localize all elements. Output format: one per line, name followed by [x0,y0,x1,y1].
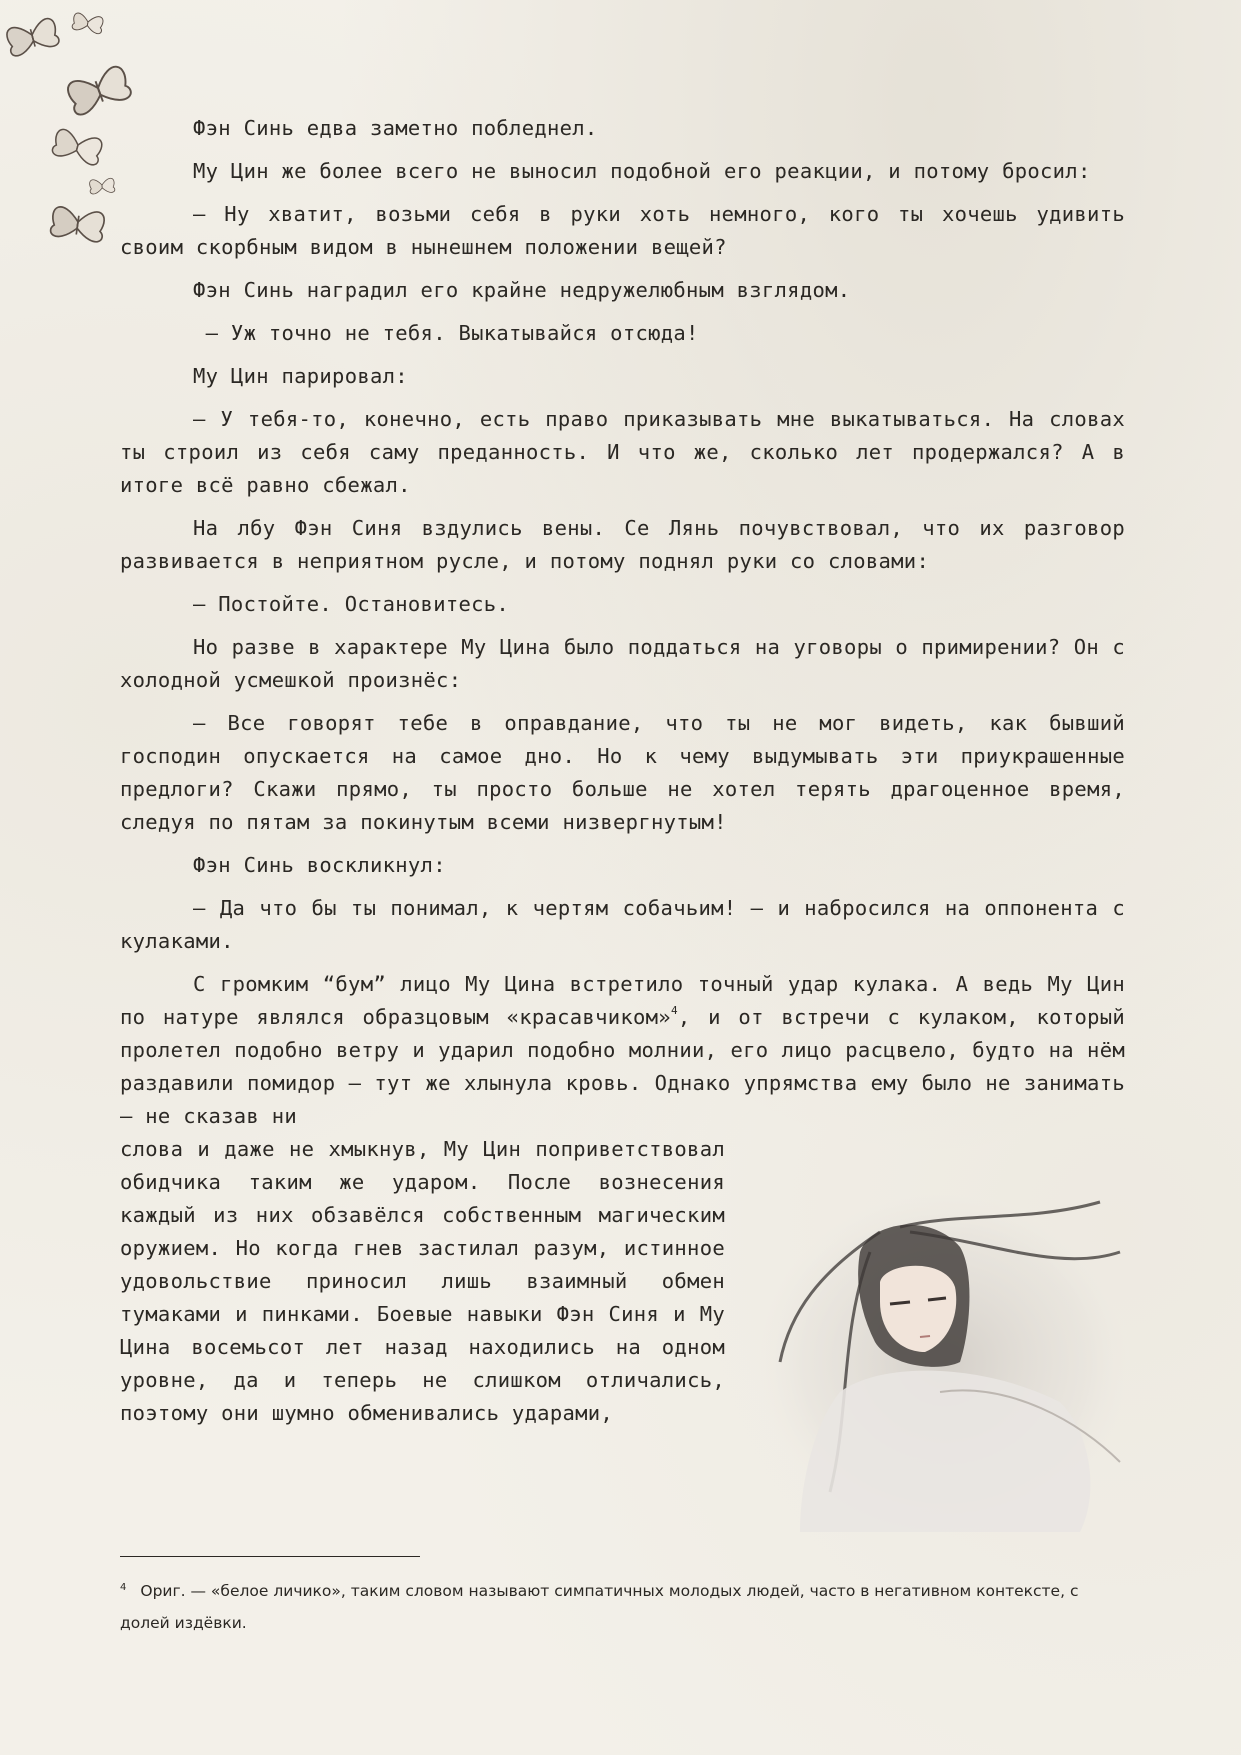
paragraph: — Постойте. Остановитесь. [193,592,510,616]
paragraph: — У тебя-то, конечно, есть право приказывать мне выкатываться. На словах ты строил из себя саму преданность. И что же, сколько лет продержался? А в итоге всё равно сбежал. [120,407,1125,497]
paragraph: — Ну хватит, возьми себя в руки хоть немного, кого ты хочешь удивить своим скорбным видом в нынешнем положении вещей? [120,202,1125,259]
footnote-mark: 4 [120,1582,127,1593]
footnote-divider [120,1556,420,1557]
paragraph: Но разве в характере Му Цина было поддаться на уговоры о примирении? Он с холодной усмешкой произнёс: [120,635,1125,692]
paragraph: Фэн Синь наградил его крайне недружелюбным взглядом. [193,278,851,302]
footnote-text: Ориг. — «белое личико», таким словом называют симпатичных молодых людей, часто в негативном контексте, с долей издёвки. [120,1582,1079,1633]
paragraph-text: С громким “бум” лицо Му Цина встретило точный удар кулака. А ведь Му Цин по натуре являлся образцовым «красавчиком» [120,972,1125,1029]
footnote [120,1572,1125,1639]
paragraph: Му Цин же более всего не выносил подобной его реакции, и потому бросил: [193,159,1091,183]
paragraph: Фэн Синь едва заметно побледнел. [193,116,598,140]
paragraph: — Уж точно не тебя. Выкатывайся отсюда! [193,321,699,345]
paragraph-text: , и от встречи с кулаком, который пролетел подобно ветру и ударил подобно молнии, его лицо расцвело, будто на нём раздавили помидор — тут же хлынула кровь. Однако упрямства ему было не занимать — не сказав ни [120,1005,1126,1128]
paragraph: Фэн Синь воскликнул: [193,853,446,877]
footnote-reference: 4 [670,1004,678,1018]
paragraph: Му Цин парировал: [193,364,408,388]
anime-character-illustration [760,1192,1130,1532]
paragraph: На лбу Фэн Синя вздулись вены. Се Лянь почувствовал, что их разговор развивается в неприятном русле, и потому поднял руки со словами: [120,516,1125,573]
paragraph: — Да что бы ты понимал, к чертям собачьим! — и набросился на оппонента с кулаками. [120,896,1125,953]
paragraph: — Все говорят тебе в оправдание, что ты не мог видеть, как бывший господин опускается на самое дно. Но к чему выдумывать эти приукрашенные предлоги? Скажи прямо, ты просто больше не хотел терять драгоценное время, следуя по пятам за покинутым всеми низвергнутым! [120,711,1125,834]
wrapped-paragraph: слова и даже не хмыкнув, Му Цин поприветствовал обидчика таким же ударом. После вознесения каждый из них обзавёлся собственным магическим оружием. Но когда гнев застилал разум, истинное удовольствие приносил лишь взаимный обмен тумаками и пинками. Боевые навыки Фэн Синя и Му Цина восемьсот лет назад находились на одном уровне, да и теперь не слишком отличались, поэтому они шумно обменивались ударами, [120,1137,725,1425]
paragraph-with-note [120,968,1125,1133]
